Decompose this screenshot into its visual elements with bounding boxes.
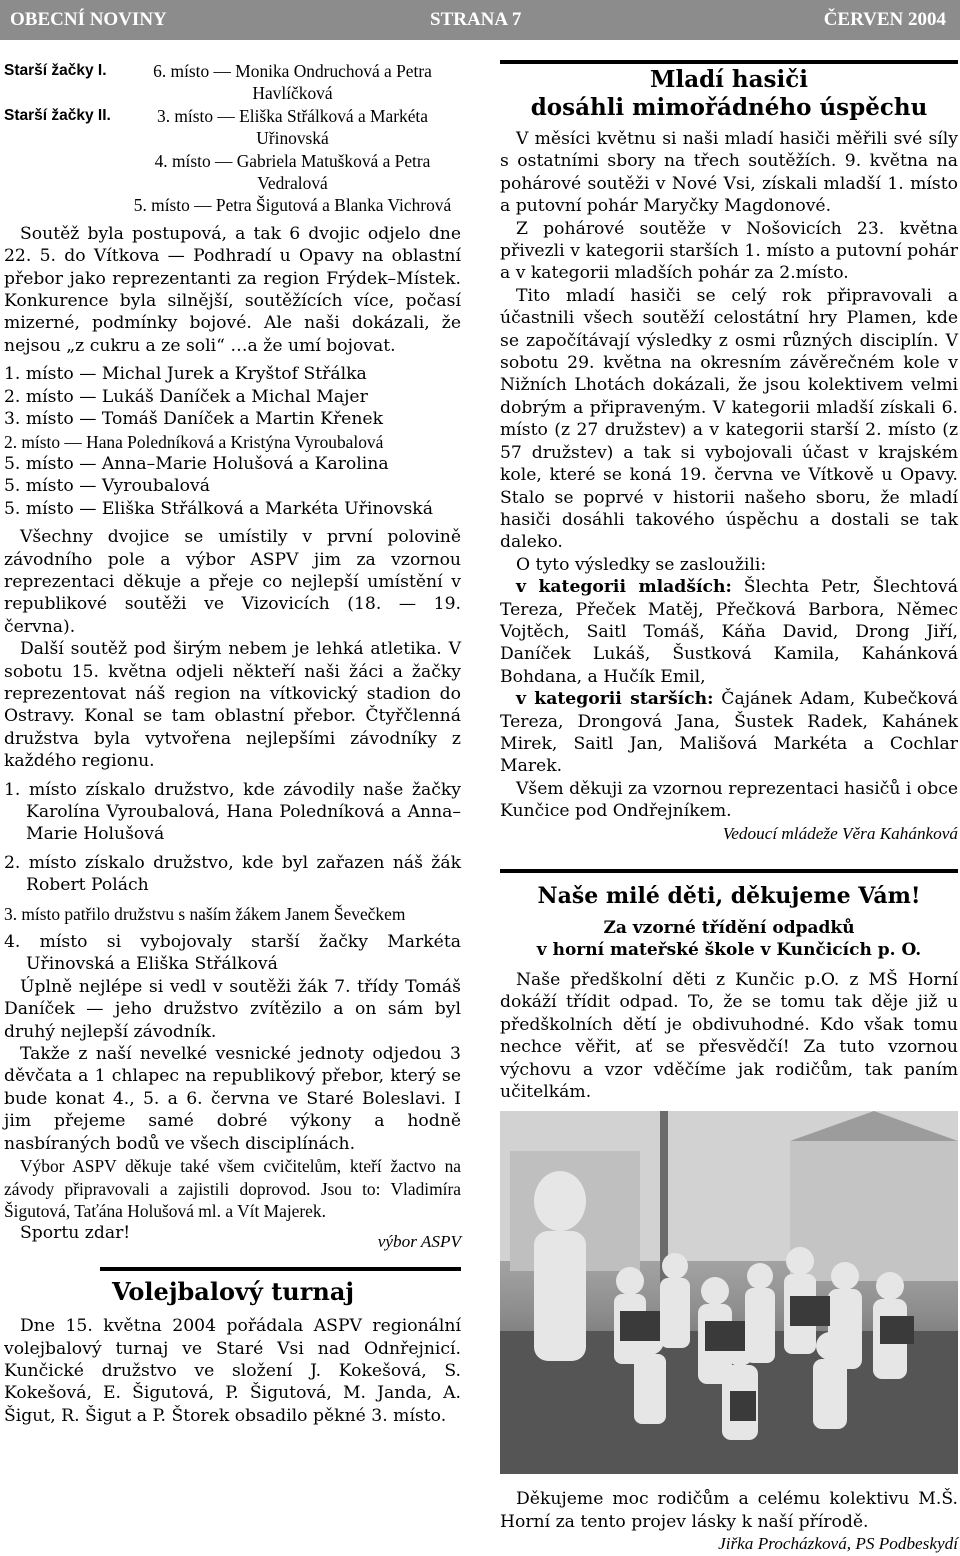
category-label: v kategorii mladších:	[516, 577, 732, 598]
divider	[100, 1267, 461, 1271]
signature: Jiřka Procházková, PS Podbeskydí	[718, 1534, 958, 1554]
place-item: 2. místo získalo družstvo, kde byl zařazen náš žák Robert Polách	[4, 852, 461, 896]
place-item: 4. místo si vybojovaly starší žačky Markéta Uřinovská a Eliška Střálková	[4, 932, 461, 975]
place-item: 3. místo patřilo družstvu s naším žákem Janem Ševečkem	[4, 903, 406, 924]
signature: Vedoucí mládeže Věra Kahánková	[722, 823, 958, 843]
divider	[500, 60, 958, 64]
article-title-line2: dosáhli mimořádného úspěchu	[530, 94, 928, 121]
article-subtitle: Za vzorné třídění odpadků	[603, 918, 855, 938]
results-girls	[4, 60, 461, 217]
page-number: STRANA 7	[430, 9, 522, 30]
result-line	[4, 194, 461, 216]
result-item: 5. místo — Vyroubalová	[4, 476, 210, 497]
article-title: Mladí hasiči	[650, 66, 808, 93]
paragraph: Tito mladí hasiči se celý rok připravovali a účastnili všech soutěží celostátní hry Plamen, kde se započítávají výsledky z osmi různých disciplín. V sobotu 29. května na okresním závěrečném kole v Nižních Lhotách dokázali, že jsou kolektivem velmi dobrým a připraveným. V kategorii mladší získali 6. místo (z 27 družstev) a v kategorii starší 2. místo (z 57 družstev) a tak si vybojovali účast v krajském kole, které se koná 19. června ve Vítkově u Opavy. Stalo se poprvé v historii našeho sboru, že mladí hasiči dosáhli takového úspěchu a dostali se tak daleko.	[500, 285, 958, 553]
article-subtitle-line2: v horní mateřské škole v Kunčicích p. O.	[536, 940, 922, 960]
result-item: 5. místo — Eliška Střálková a Markéta Uřinovská	[4, 498, 433, 519]
signature: výbor ASPV	[377, 1231, 461, 1251]
result-item: 2. místo — Hana Poledníková a Kristýna Vyroubalová	[4, 431, 384, 452]
paragraph: Další soutěž pod širým nebem je lehká atletika. V sobotu 15. května odjeli někteří naši žáci a žačky reprezentovat náš region na vítkovický stadion do Ostravy. Konal se tam oblastní přebor. Čtyřčlenná družstva byla vytvořena nejlepšími závodníky z každého regionu.	[4, 639, 461, 772]
result-item: 2. místo — Lukáš Daníček a Michal Majer	[4, 386, 368, 407]
category-label: Starší žačky II.	[4, 106, 111, 124]
paragraph: Takže z naší nevelké vesnické jednoty odjedou 3 děvčata a 1 chlapec na republikový přebor, který se bude konat 4., 5. a 6. června ve Staré Boleslavi. I jim přejeme samé dobré výkony a hodně nasbíraných bodů ve všech disciplínách.	[4, 1044, 461, 1154]
category-label: Starší žačky I.	[4, 62, 107, 79]
issue-date: ČERVEN 2004	[823, 9, 946, 30]
category-label	[4, 150, 124, 195]
section-title: Volejbalový turnaj	[112, 1277, 355, 1307]
paragraph: Děkujeme moc rodičům a celému kolektivu M.Š. Horní za tento projev lásky k naší přírodě.	[500, 1489, 958, 1532]
paragraph: Soutěž byla postupová, a tak 6 dvojic odjelo dne 22. 5. do Vítkova — Podhradí u Opavy na oblastní přebor jako reprezentanti za region Frýdek–Místek. Konkurence byla silnější, soutěžících více, počasí mizerné, podmínky bojové. Ale naši dokázali, že nejsou „z cukru a ze soli“ …a že umí bojovat.	[4, 223, 461, 356]
result-line	[4, 105, 461, 150]
children-photo-illustration	[500, 1111, 958, 1474]
children-photo	[500, 1111, 958, 1474]
result-text: 3. místo — Eliška Střálková a Markéta Uřinovská	[157, 105, 428, 149]
result-item: 1. místo — Michal Jurek a Kryštof Střálka	[4, 364, 367, 385]
team-list	[500, 688, 958, 778]
article-title: Naše milé děti, děkujeme Vám!	[537, 883, 921, 909]
category-label	[4, 194, 124, 216]
paragraph: Úplně nejlépe si vedl v soutěži žák 7. třídy Tomáš Daníček — jeho družstvo zvítězilo a on sám byl druhý nejlepší závodník.	[4, 976, 461, 1042]
paragraph: Sportu zdar!	[20, 1223, 131, 1244]
paragraph: Z pohárové soutěže v Nošovicích 23. května přivezli v kategorii starších 1. místo a putovní pohár a v kategorii mladších pohár za 2.místo.	[500, 218, 958, 284]
paragraph: V měsíci květnu si naši mladí hasiči měřili své síly s ostatními sbory na třech soutěžích. 9. května na pohárové soutěži v Nové Vsi, získali mladší 1. místo a putovní pohár Maryčky Magdonové.	[500, 129, 958, 217]
paragraph: Všechny dvojice se umístily v první polovině závodního pole a výbor ASPV jim za vzornou reprezentaci děkuje a přeje co nejlepší umístění v republikové soutěži ve Vizovicích (18. — 19. června).	[4, 527, 461, 637]
page-header	[0, 0, 960, 40]
newspaper-name: OBECNÍ NOVINY	[10, 9, 167, 30]
paragraph: Výbor ASPV děkuje také všem cvičitelům, kteří žactvo na závody připravovali a zajistili doprovod. Jsou to: Vladimíra Šigutová, Taťána Holušová ml. a Vít Majerek.	[4, 1156, 461, 1221]
result-item: 3. místo — Tomáš Daníček a Martin Křenek	[4, 409, 384, 430]
divider	[500, 869, 958, 873]
result-line	[4, 150, 461, 195]
result-item: 5. místo — Anna–Marie Holušová a Karolina	[4, 453, 389, 474]
paragraph: O tyto výsledky se zasloužili:	[516, 554, 767, 575]
team-names: Čajánek Adam, Kubečková Tereza, Drongová Jana, Šustek Radek, Kahánek Mirek, Saitl Jan, Mališová Markéta a Cochlar Marek.	[500, 689, 959, 777]
team-list	[500, 576, 958, 688]
result-line	[4, 60, 461, 105]
result-text: 4. místo — Gabriela Matušková a Petra Vedralová	[154, 150, 431, 194]
category-label: v kategorii starších:	[516, 689, 714, 710]
paragraph: Naše předškolní děti z Kunčic p.O. z MŠ Horní dokáží třídit odpad. To, že se tomu tak děje již u předškolních dětí je obdivuhodné. Kdo však tomu nechce věřit, ať se přesvědčí! Za tuto vzornou výchovu a vzor vděčíme jak rodičům, tak paním učitelkám.	[500, 970, 958, 1103]
place-item: 1. místo získalo družstvo, kde závodily naše žačky Karolína Vyroubalová, Hana Poledníková a Anna–Marie Holušová	[4, 779, 461, 845]
result-text: 6. místo — Monika Ondruchová a Petra Havlíčková	[153, 61, 432, 104]
left-column	[4, 60, 461, 1427]
right-column	[500, 60, 958, 1556]
team-names: Šlechta Petr, Šlechtová Tereza, Přeček Matěj, Přečková Barbora, Němec Vojtěch, Saitl Tomáš, Káňa David, Drong Jiří, Daníček Lukáš, Šustková Kamila, Kahánková Bohdana, a Hučík Emil,	[500, 577, 958, 687]
paragraph: Dne 15. května 2004 pořádala ASPV regionální volejbalový turnaj ve Staré Vsi nad Odnřejnicí. Kunčické družstvo ve složení J. Kokešová, S. Kokešová, E. Šigutová, P. Šigutová, M. Janda, A. Šigut, R. Šigut a P. Štorek obsadilo pěkné 3. místo.	[4, 1316, 461, 1426]
paragraph: Všem děkuji za vzornou reprezentaci hasičů i obce Kunčice pod Ondřejníkem.	[500, 778, 958, 822]
result-text: 5. místo — Petra Šigutová a Blanka Vichrová	[133, 195, 452, 216]
